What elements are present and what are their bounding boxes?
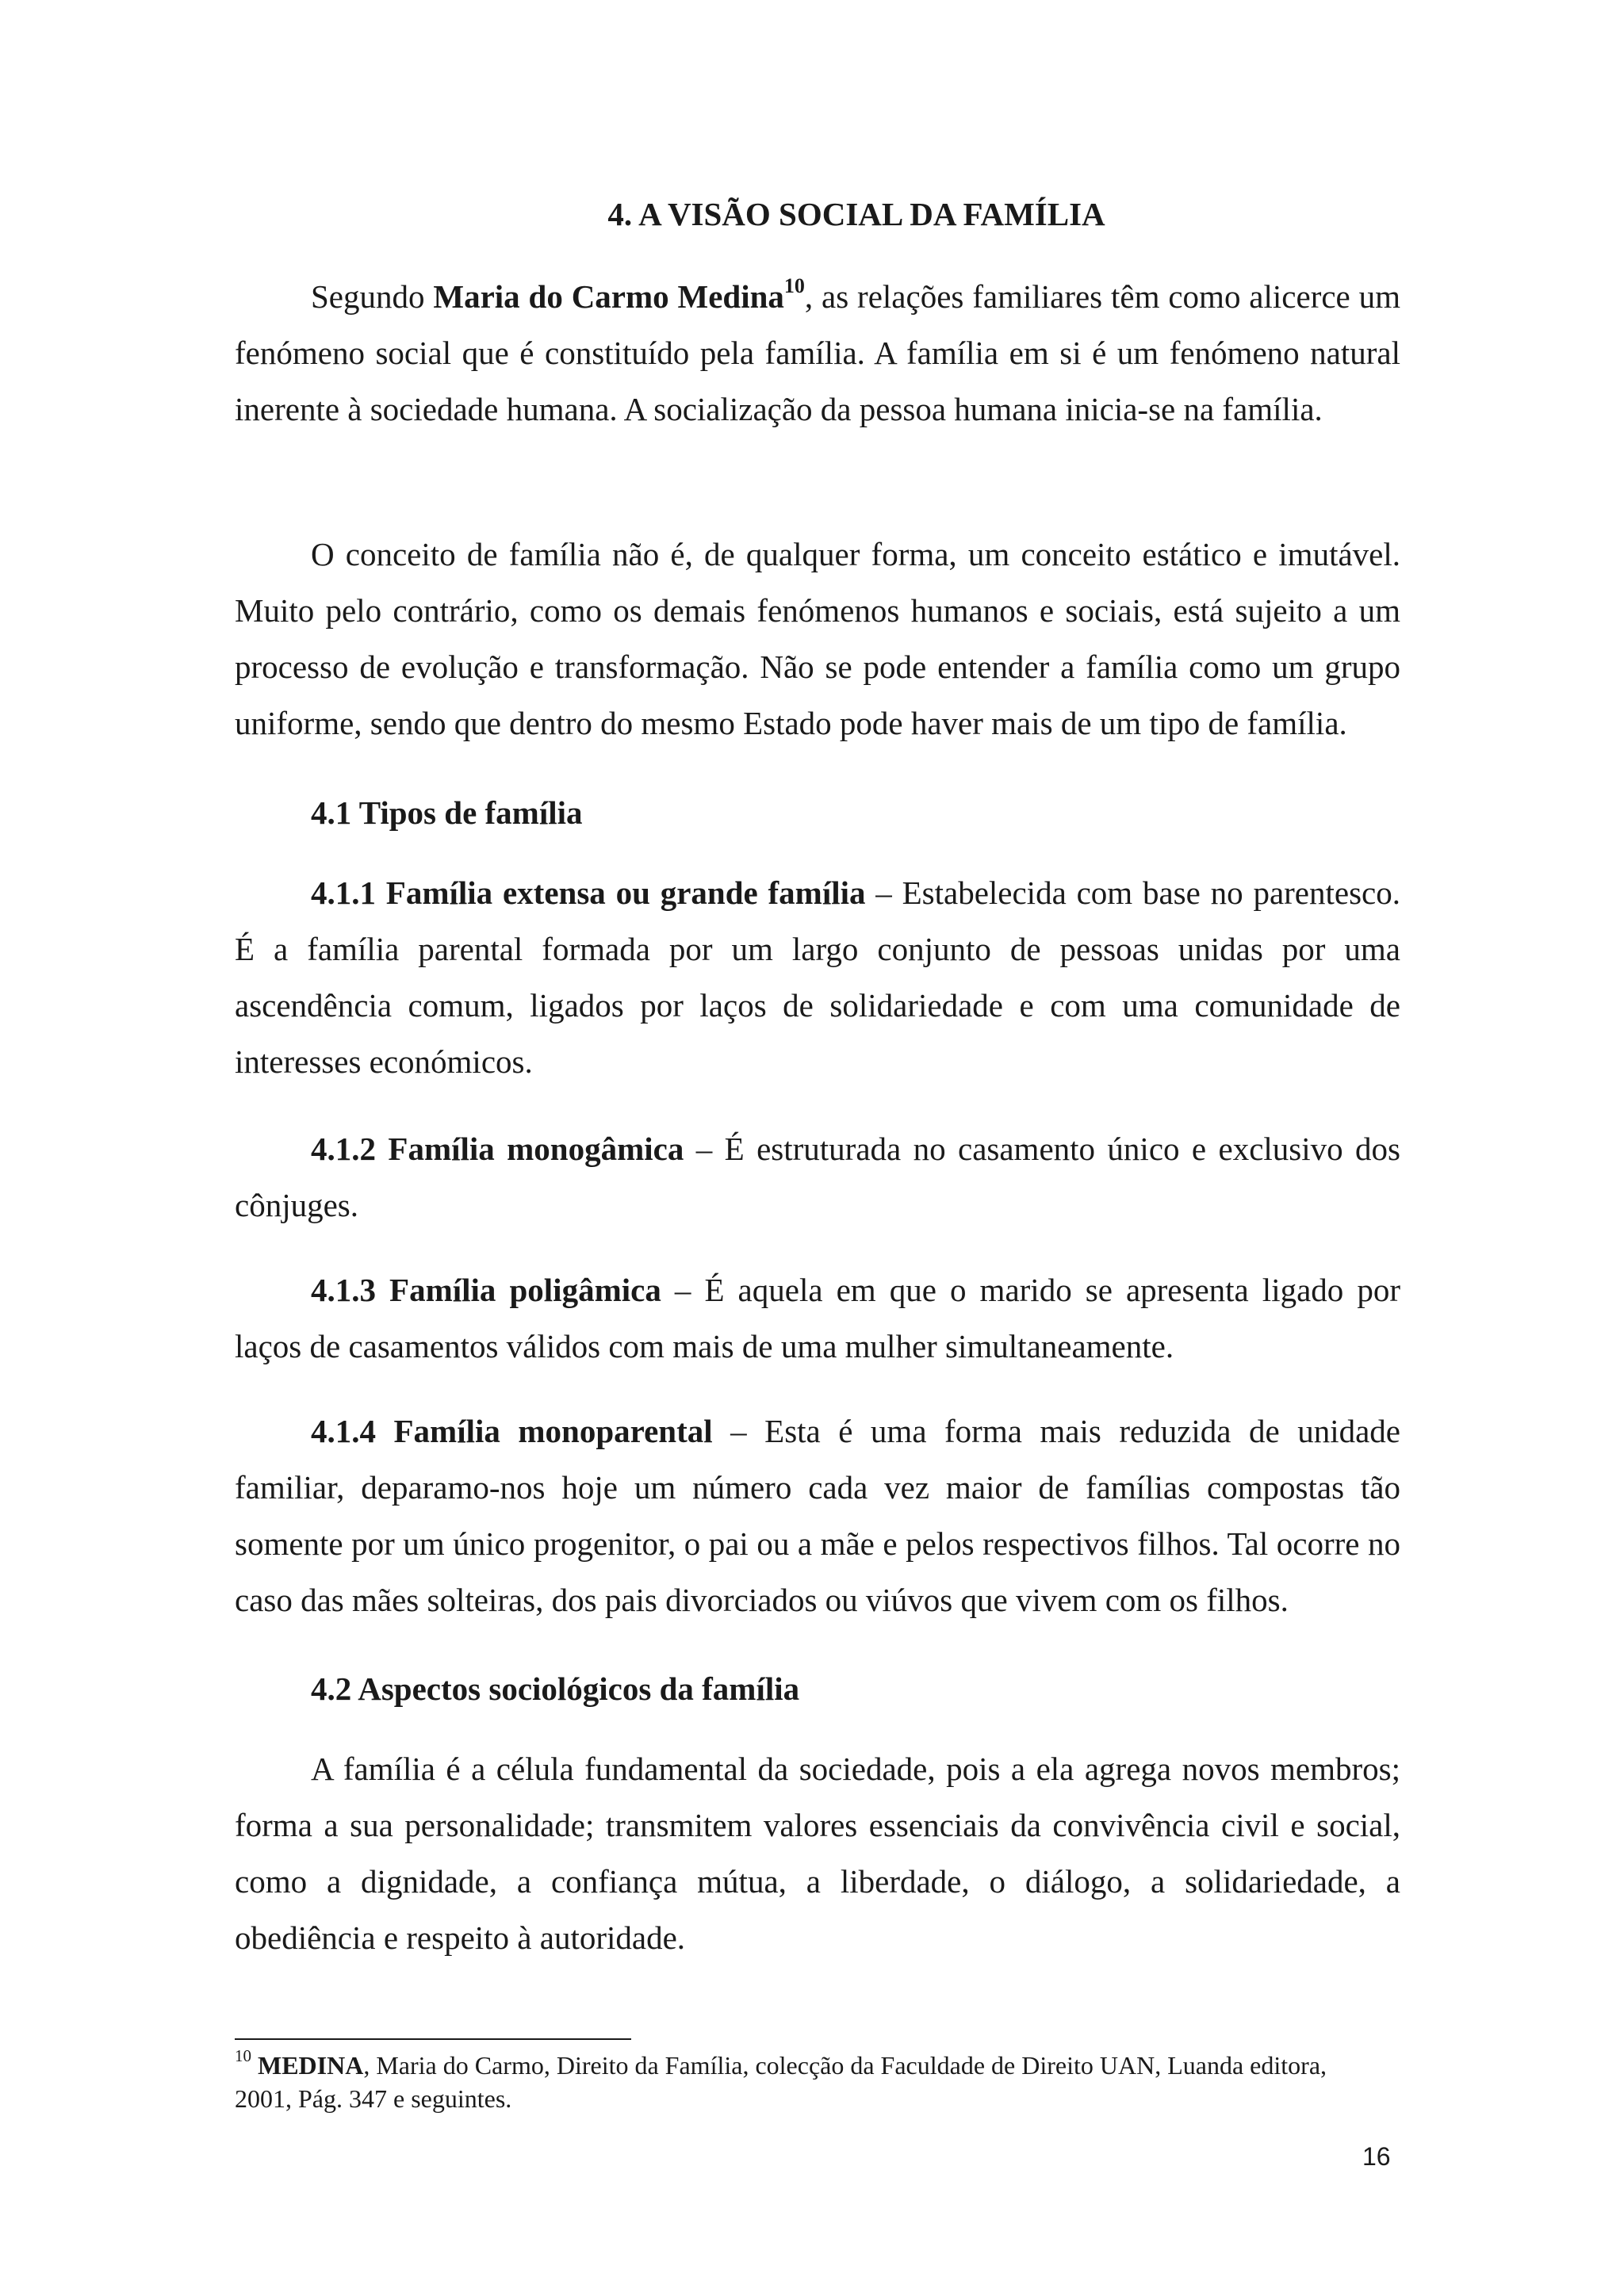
item-4-1-3 [235,1262,1400,1375]
item-4-1-1-title: 4.1.1 Família extensa ou grande família [311,874,866,911]
item-4-1-4-text [235,1403,1400,1628]
paragraph-sociological [235,1741,1400,1966]
footnote-text: , Maria do Carmo, Direito da Família, colecção da Faculdade de Direito UAN, Luanda editora, 2001, Pág. 347 e seguintes. [235,2051,1327,2113]
footnote-reference[interactable]: 10 [783,274,805,298]
item-4-1-4 [235,1403,1400,1628]
paragraph-intro-rest: , as relações familiares têm como alicerce um fenómeno social que é constituído pela família. A família em si é um fenómeno natural inerente à sociedade humana. A socialização da pessoa humana inicia-se na família. [235,278,1400,427]
section-heading-aspectos: 4.2 Aspectos sociológicos da família [311,1670,800,1707]
item-4-1-2-title: 4.1.2 Família monogâmica [311,1131,684,1167]
cited-author: Maria do Carmo Medina [433,278,784,315]
paragraph-sociological-text: A família é a célula fundamental da sociedade, pois a ela agrega novos membros; forma a sua personalidade; transmitem valores essenciais da convivência civil e social, como a dignidade, a confiança mútua, a liberdade, o diálogo, a solidariedade, a obediência e respeito à autoridade. [235,1751,1400,1956]
section-4-2 [235,1661,1400,1717]
chapter-heading: 4. A VISÃO SOCIAL DA FAMÍLIA [607,196,1105,232]
paragraph-intro [235,269,1400,438]
footnote [235,2046,1377,2115]
item-4-1-1 [235,865,1400,1090]
item-4-1-2-text [235,1121,1400,1234]
section-4-1 [235,785,1400,841]
item-4-1-1-text [235,865,1400,1090]
paragraph-intro-text [235,269,1400,438]
item-4-1-3-text [235,1262,1400,1375]
item-4-1-3-title: 4.1.3 Família poligâmica [311,1272,661,1308]
item-4-1-3-body: – É aquela em que o marido se apresenta ligado por laços de casamentos válidos com mais de uma mulher simultaneamente. [235,1272,1401,1364]
paragraph-intro-prefix: Segundo [311,278,434,315]
paragraph-concept [235,526,1400,752]
item-4-1-1-body: – Estabelecida com base no parentesco. É a família parental formada por um largo conjunto de pessoas unidas por uma ascendência comum, ligados por laços de solidariedade e com uma comunidade de interesses económicos. [235,874,1400,1080]
item-4-1-4-title: 4.1.4 Família monoparental [311,1413,713,1449]
item-4-1-2 [235,1121,1400,1234]
page-number: 16 [1362,2142,1391,2171]
item-4-1-4-body: – Esta é uma forma mais reduzida de unidade familiar, deparamo-nos hoje um número cada vez maior de famílias compostas tão somente por um único progenitor, o pai ou a mãe e pelos respectivos filhos. Tal ocorre no caso das mães solteiras, dos pais divorciados ou viúvos que vivem com os filhos. [235,1413,1400,1618]
footnote-number: 10 [235,2046,251,2066]
section-heading-tipos: 4.1 Tipos de família [311,794,583,831]
item-4-1-2-body: – É estruturada no casamento único e exclusivo dos cônjuges. [235,1131,1400,1223]
footnote-separator [235,2038,631,2040]
footnote-author: MEDINA [258,2051,364,2080]
paragraph-concept-text: O conceito de família não é, de qualquer forma, um conceito estático e imutável. Muito pelo contrário, como os demais fenómenos humanos e sociais, está sujeito a um processo de evolução e transformação. Não se pode entender a família como um grupo uniforme, sendo que dentro do mesmo Estado pode haver mais de um tipo de família. [235,536,1400,741]
